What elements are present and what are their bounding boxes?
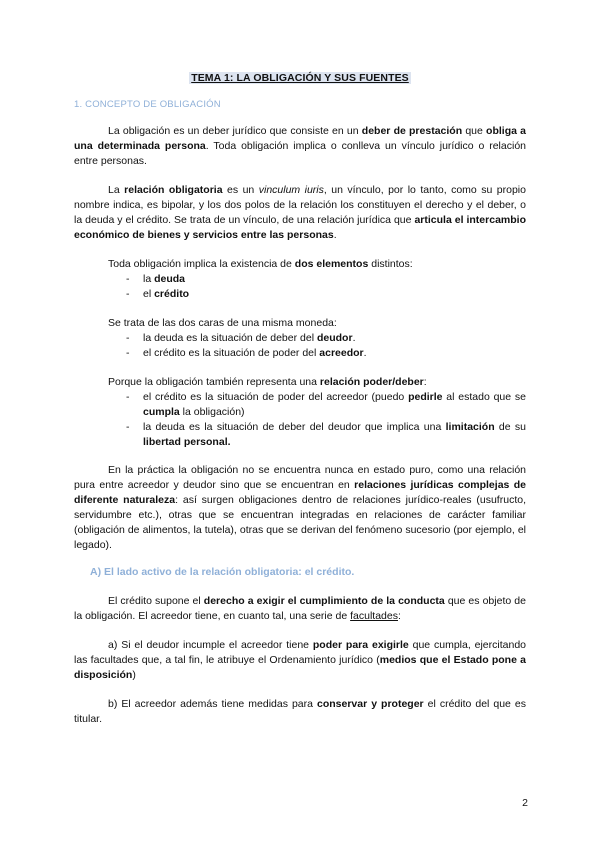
paragraph-practica: En la práctica la obligación no se encuentra nunca en estado puro, como una relación pura entre acreedor y deudor sino que se encuentran en relaciones jurídicas complejas de diferente naturaleza: así surgen obligaciones dentro de relaciones jurídico-reales (usufructo, servidumbre etc.), otras que se encuentran integradas en relaciones de carácter familiar (obligación de alimentos, la tutela), otras que se derivan del fenómeno sucesorio (por ejemplo, el legado). [74,464,526,551]
page-title [0,72,600,84]
paragraph-dos-elementos: Toda obligación implica la existencia de dos elementos distintos: [108,258,413,270]
paragraph-dos-caras: Se trata de las dos caras de una misma moneda: [108,317,337,329]
list-caras [108,331,526,361]
paragraph-credito: El crédito supone el derecho a exigir el cumplimiento de la conducta que es objeto de la obligación. El acreedor tiene, en cuanto tal, una serie de facultades: [74,595,526,622]
list-item: - la deuda es la situación de deber del deudor que implica una limitación de su libertad personal. [108,420,526,450]
paragraph-relacion-obligatoria: La relación obligatoria es un vinculum iuris, un vínculo, por lo tanto, como su propio nombre indica, es bipolar, y los dos polos de la relación los constituyen el derecho y el deber, o la deuda y el crédito. Se trata de un vínculo, de una relación jurídica que articula el intercambio económico de bienes y servicios entre las personas. [74,184,526,241]
title-text: TEMA 1: LA OBLIGACIÓN Y SUS FUENTES [191,72,409,84]
list-item: - la deuda es la situación de deber del deudor. [108,331,526,346]
list-item: - el crédito es la situación de poder del acreedor (puedo pedirle al estado que se cumpla la obligación) [108,390,526,420]
subsection-heading: A) El lado activo de la relación obligatoria: el crédito. [90,566,355,578]
list-item: - el crédito [108,287,526,302]
list-elementos [108,272,526,302]
page-number: 2 [522,797,528,809]
paragraph-facultad-a: a) Si el deudor incumple el acreedor tiene poder para exigirle que cumpla, ejercitando las facultades que, a tal fin, le atribuye el Ordenamiento jurídico (medios que el Estado pone a disposición) [74,639,527,681]
paragraph-definition: La obligación es un deber jurídico que consiste en un deber de prestación que obliga a una determinada persona. Toda obligación implica o conlleva un vínculo jurídico o relación entre personas. [74,125,526,167]
list-item: - el crédito es la situación de poder del acreedor. [108,346,526,361]
paragraph-facultad-b: b) El acreedor además tiene medidas para conservar y proteger el crédito del que es titular. [74,698,526,725]
section-heading: 1. CONCEPTO DE OBLIGACIÓN [74,99,221,110]
list-item: - la deuda [108,272,526,287]
list-poder-deber [108,390,526,450]
paragraph-poder-deber: Porque la obligación también representa una relación poder/deber: [108,376,427,388]
